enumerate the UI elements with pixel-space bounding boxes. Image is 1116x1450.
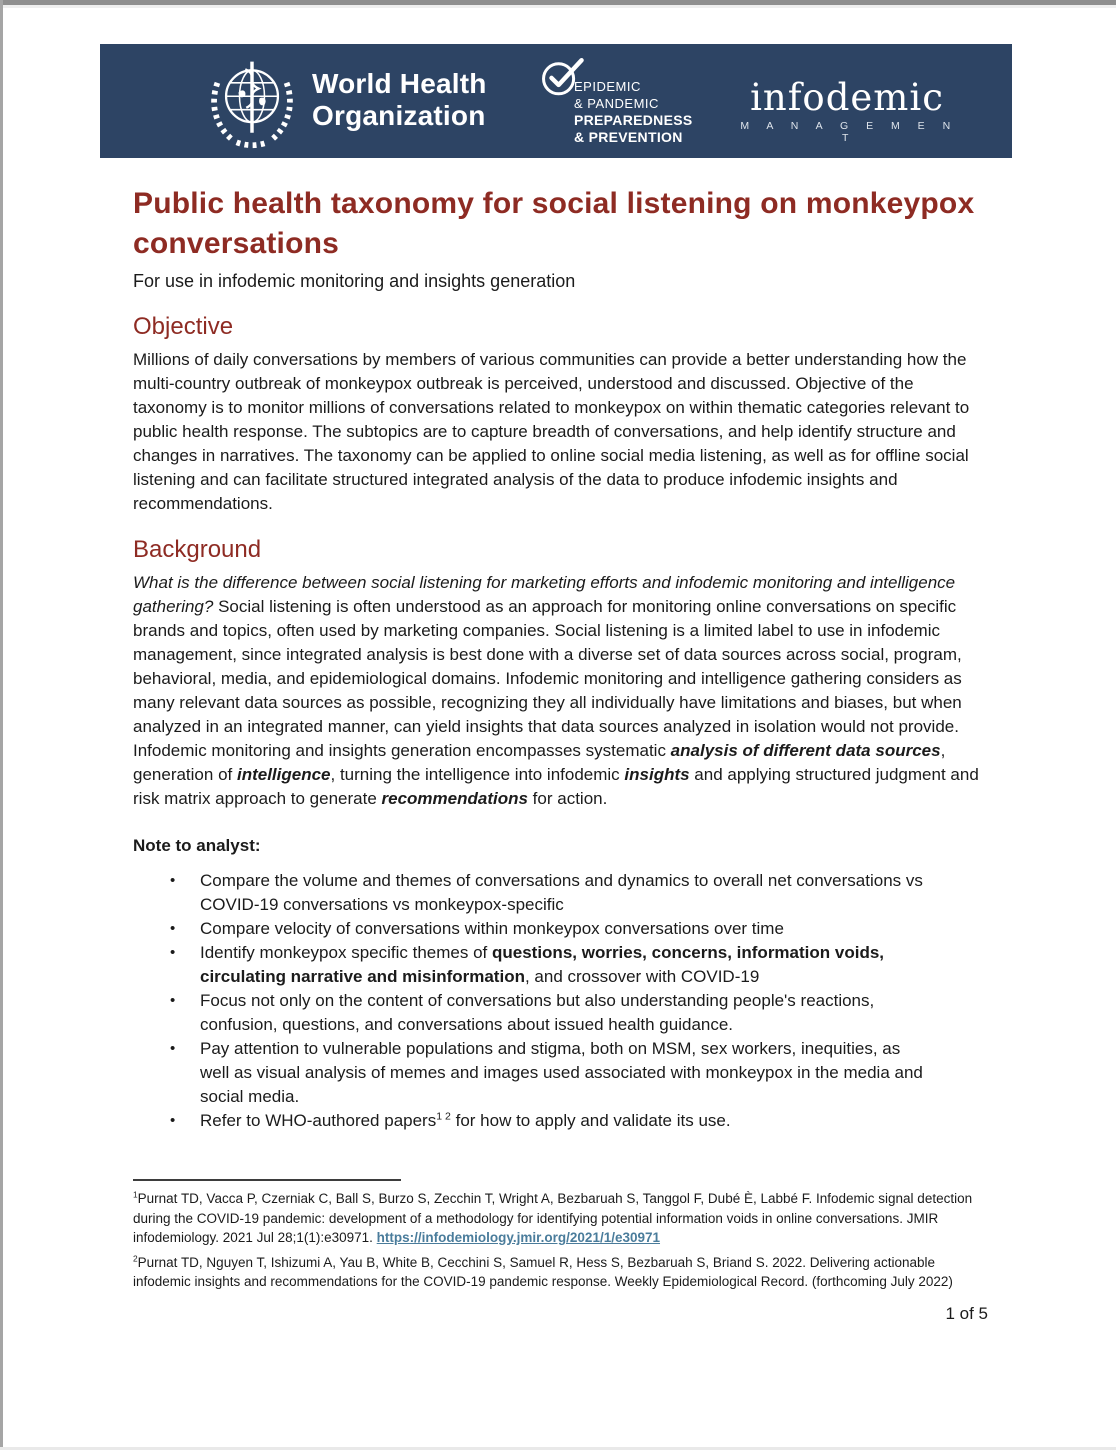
page-subtitle: For use in infodemic monitoring and insights generation xyxy=(133,271,576,291)
list-item xyxy=(133,1109,990,1133)
page-number: 1 of 5 xyxy=(945,1303,988,1323)
note-to-analyst-heading: Note to analyst: xyxy=(133,836,261,855)
background-paragraph: What is the difference between social listening for marketing efforts and infodemic monitoring and intelligence gathering? Social listening is often understood as an approach for monitoring online conversations on specific brands and topics, often used by marketing companies. Social listening is a limited label to use in infodemic management, since integrated analysis is best done with a diverse set of data sources across social, program, behavioral, media, and epidemiological domains. Infodemic monitoring and intelligence gathering considers as many relevant data sources as possible, recognizing they all individually have limitations and biases, but when analyzed in an integrated manner, can yield insights that data sources analyzed in isolation would not provide. Infodemic monitoring and insights generation encompasses systematic analysis of different data sources, generation of intelligence, turning the intelligence into infodemic insights and applying structured judgment and risk matrix approach to generate recommendations for action. xyxy=(133,573,979,808)
bullet-marker: • xyxy=(170,992,176,1009)
epp-line2: & PANDEMIC xyxy=(574,96,659,111)
footnotes-list xyxy=(133,1189,990,1292)
list-item xyxy=(133,869,990,917)
who-logo-line2: Organization xyxy=(312,100,486,131)
epp-line4: & PREVENTION xyxy=(574,129,683,145)
list-item xyxy=(133,941,990,989)
footnote-item xyxy=(133,1253,990,1292)
bullet-marker: • xyxy=(170,944,176,961)
list-item-text: Identify monkeypox specific themes of questions, worries, concerns, information voids, circulating narrative and misinformation, and crossover with COVID-19 xyxy=(200,943,885,986)
objective-paragraph: Millions of daily conversations by members of various communities can provide a better understanding how the multi-country outbreak of monkeypox outbreak is perceived, understood and discussed. Objective of the taxonomy is to monitor millions of conversations related to monkeypox on within thematic categories relevant to public health response. The subtopics are to capture breadth of conversations, and help identify structure and changes in narratives. The taxonomy can be applied to online social media listening, as well as for offline social listening and can facilitate structured integrated analysis of the data to produce infodemic insights and recommendations. xyxy=(133,350,970,513)
infodemic-logo-title: infodemic xyxy=(750,76,944,119)
page-title: Public health taxonomy for social listening on monkeypox conversations xyxy=(133,187,975,260)
list-item-text: Compare the volume and themes of conversations and dynamics to overall net conversations vs COVID-19 conversations vs monkeypox-specific xyxy=(200,871,923,914)
objective-heading: Objective xyxy=(133,313,234,340)
bullet-marker: • xyxy=(170,920,176,937)
who-logo-text xyxy=(312,68,487,132)
footnote-item xyxy=(133,1189,990,1248)
who-emblem-icon xyxy=(204,54,300,150)
infodemic-logo xyxy=(732,78,962,144)
bullet-marker: • xyxy=(170,872,176,889)
epp-logo xyxy=(540,50,730,154)
infodemic-logo-subtitle: M A N A G E M E N T xyxy=(740,120,958,144)
footnote-text: $^1$Purnat TD, Vacca P, Czerniak C, Ball S, Burzo S, Zecchin T, Wright A, Bezbaruah S, Tanggol F, Dubé È, Labbé F. Infodemic signal detection during the COVID-19 pandemic: development of a methodology for identifying potential information voids in online conversations. JMIR infodemiology. 2021 Jul 28;1(1):e30971. https://infodemiology.jmir.org/2021/1/e30971 xyxy=(133,1189,973,1245)
epp-line1: EPIDEMIC xyxy=(574,79,641,94)
analyst-notes-list xyxy=(133,869,990,1133)
page-edge-top-light xyxy=(0,5,1116,8)
footnote-text: $^2$Purnat TD, Nguyen T, Ishizumi A, Yau B, White B, Cecchini S, Samuel R, Hess S, Bezbaruah S, Briand S. 2022. Delivering actionable infodemic insights and recommendations for the COVID-19 pandemic response. Weekly Epidemiological Record. (forthcoming July 2022) xyxy=(133,1253,953,1289)
list-item-text: Focus not only on the content of conversations but also understanding people's reactions, confusion, questions, and conversations about issued health guidance. xyxy=(200,991,875,1034)
header-banner xyxy=(100,44,1012,158)
list-item xyxy=(133,989,990,1037)
footnote-divider xyxy=(133,1179,401,1181)
list-item xyxy=(133,917,990,941)
list-item-text: Compare velocity of conversations within monkeypox conversations over time xyxy=(200,919,784,938)
bullet-marker: • xyxy=(170,1040,176,1057)
who-logo-line1: World Health xyxy=(312,68,487,99)
bullet-marker: • xyxy=(170,1112,176,1129)
document-content xyxy=(0,158,1116,1324)
background-heading: Background xyxy=(133,536,262,563)
footnote-link[interactable]: https://infodemiology.jmir.org/2021/1/e30971 xyxy=(376,1230,661,1245)
list-item xyxy=(133,1037,990,1109)
epp-logo-text xyxy=(574,78,692,146)
list-item-text: Pay attention to vulnerable populations and stigma, both on MSM, sex workers, inequities, as well as visual analysis of memes and images used associated with monkeypox in the media and social media. xyxy=(200,1039,923,1106)
epp-line3: PREPAREDNESS xyxy=(574,112,693,128)
list-item-text: Refer to WHO-authored papers$^1$ $^2$ for how to apply and validate its use. xyxy=(200,1110,731,1130)
